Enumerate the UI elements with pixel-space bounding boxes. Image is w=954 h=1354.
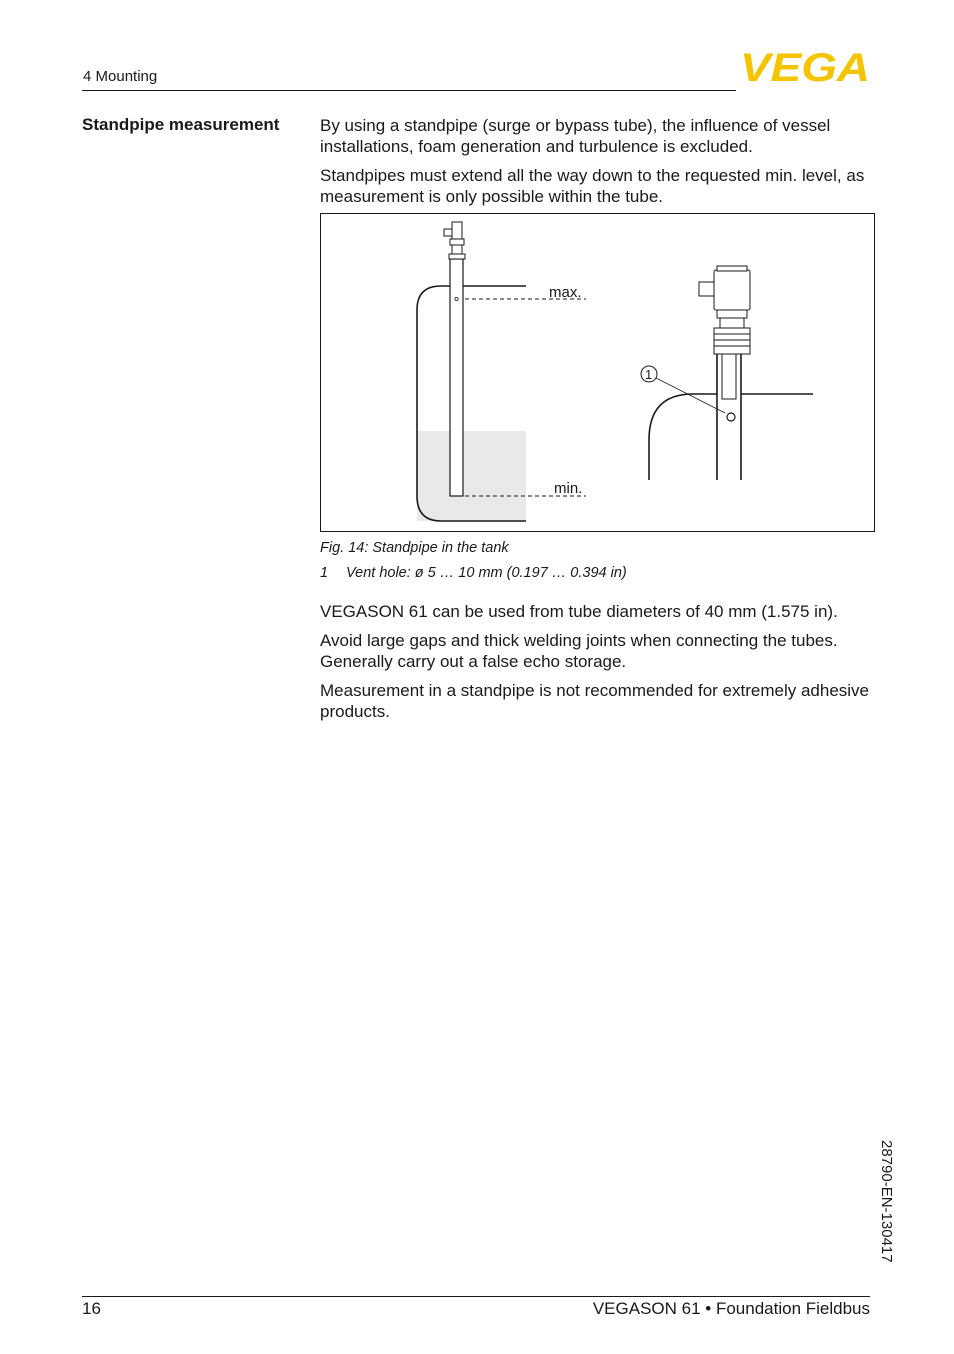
header-section-title: 4 Mounting (83, 68, 158, 85)
callout-leader (656, 378, 725, 413)
vega-logo (740, 50, 872, 84)
left-sensor-icon (444, 222, 465, 259)
footer-rule (82, 1296, 870, 1297)
left-standpipe (450, 259, 463, 496)
standpipe-figure (320, 213, 875, 532)
paragraph: By using a standpipe (surge or bypass tube), the influence of vessel installations, foam generation and turbulence is excluded. (320, 116, 831, 156)
min-label: min. (554, 480, 583, 497)
right-sensor-icon (699, 266, 750, 354)
right-horn (722, 354, 736, 399)
page-number: 16 (82, 1299, 101, 1318)
right-tank-wall (649, 394, 717, 480)
logo-text: VEGA (740, 50, 870, 84)
paragraph: Standpipes must extend all the way down to the requested min. level, as measurement is only possible within the tube. (320, 166, 865, 206)
legend-number: 1 (320, 565, 329, 581)
footer-product-name: VEGASON 61 • Foundation Fieldbus (592, 1299, 870, 1318)
paragraph: Measurement in a standpipe is not recommended for extremely adhesive products. (320, 681, 870, 721)
max-label: max. (549, 284, 582, 301)
paragraph: Avoid large gaps and thick welding joints when connecting the tubes. Generally carry out a false echo storage. (320, 631, 838, 671)
paragraph: VEGASON 61 can be used from tube diameters of 40 mm (1.575 in). (320, 602, 838, 621)
figure-legend-item (320, 565, 627, 581)
medium-fill (417, 431, 526, 521)
document-id: 28790-EN-130417 (878, 1140, 895, 1263)
callout-number: 1 (645, 367, 653, 382)
right-vent-hole (727, 413, 735, 421)
figure-caption: Fig. 14: Standpipe in the tank (320, 540, 509, 556)
header-rule (82, 90, 736, 91)
legend-text: Vent hole: ø 5 … 10 mm (0.197 … 0.394 in) (346, 565, 627, 581)
section-heading: Standpipe measurement (82, 115, 280, 134)
